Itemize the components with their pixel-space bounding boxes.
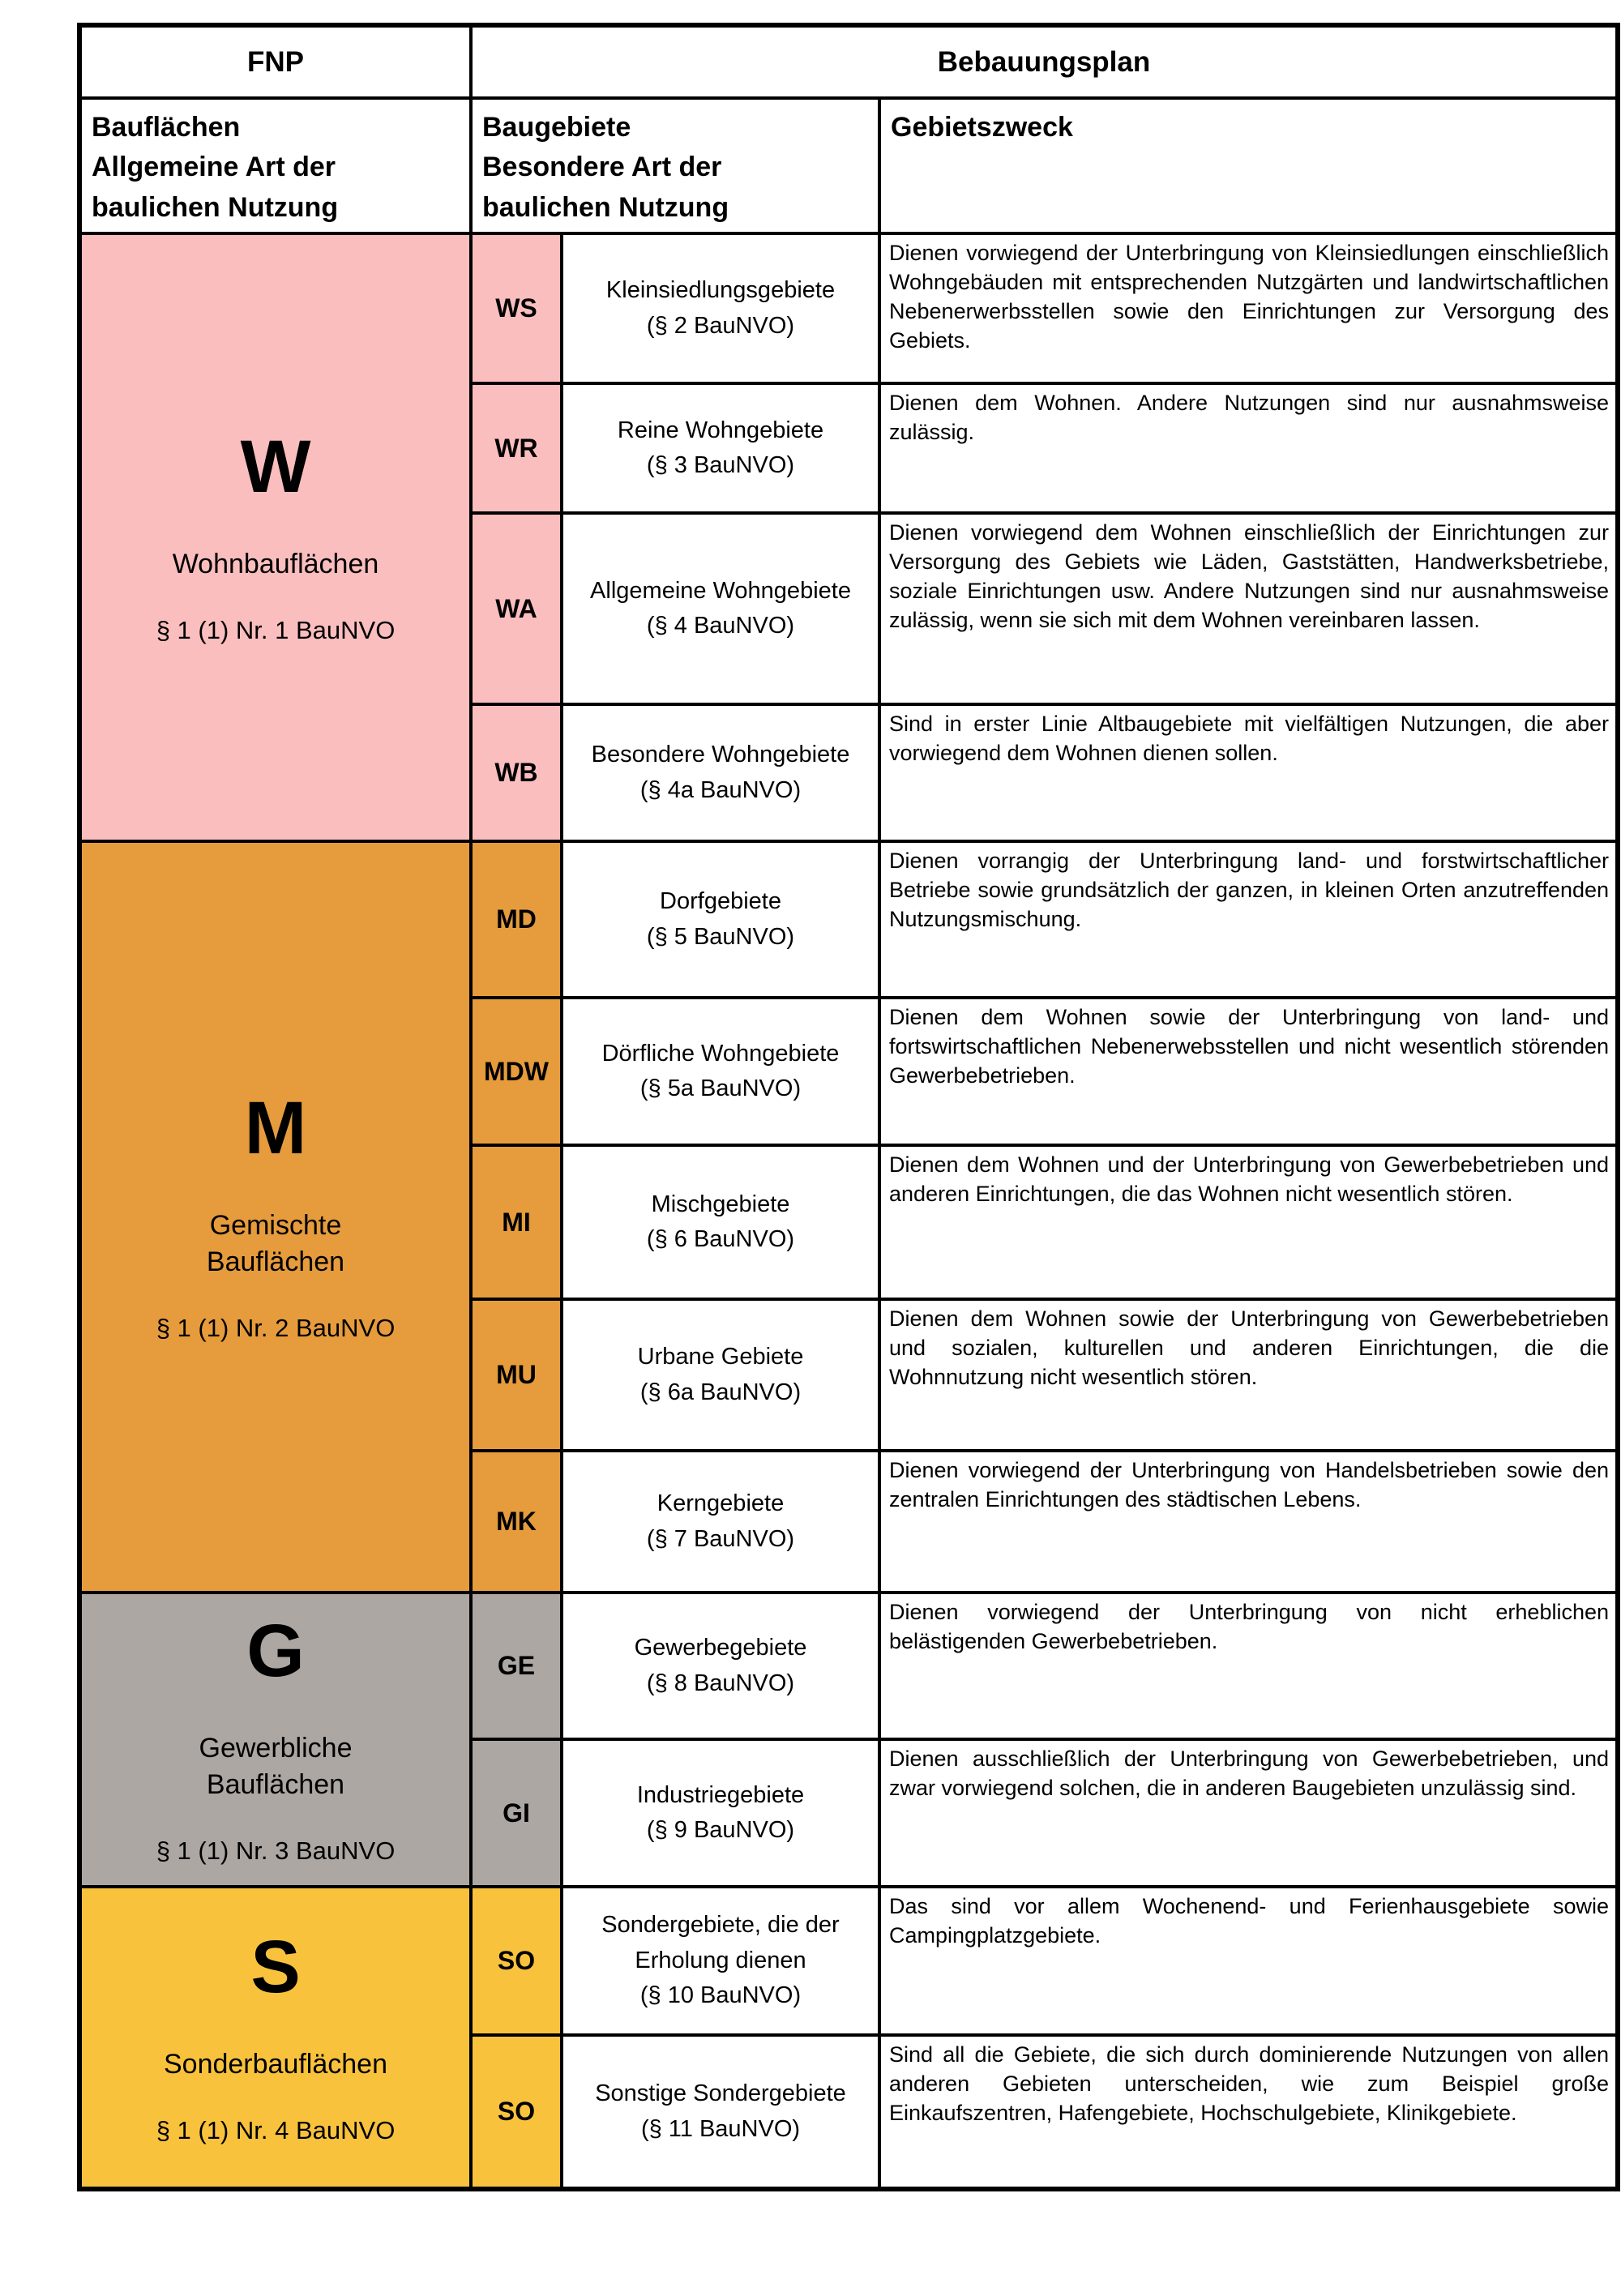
name-cell-mdw: Dörfliche Wohngebiete (§ 5a BauNVO) <box>562 998 879 1145</box>
table-row-ws <box>79 233 1618 383</box>
header-baugebiete <box>471 98 879 233</box>
purpose-cell-ge: Dienen vorwiegend der Unterbringung von nicht erheblichen belästigenden Gewerbebetrieben. <box>879 1593 1618 1739</box>
code-cell-so-sonstige: SO <box>471 2035 562 2189</box>
name-cell-wb: Besondere Wohngebiete (§ 4a BauNVO) <box>562 704 879 841</box>
code-cell-so-erholung: SO <box>471 1887 562 2035</box>
table-row-md <box>79 841 1618 998</box>
table-row-so-erholung <box>79 1887 1618 2035</box>
purpose-cell-wr: Dienen dem Wohnen. Andere Nutzungen sind nur ausnahmsweise zulässig. <box>879 383 1618 513</box>
purpose-cell-wa: Dienen vorwiegend dem Wohnen einschließlich der Einrichtungen zur Versorgung des Gebiets wie Läden, Gaststätten, Handwerksbetriebe, soziale Einrichtungen usw. Andere Nutzungen sind nur ausnahmsweise zulässig, wenn sie sich mit dem Wohnen vereinbaren lassen. <box>879 513 1618 704</box>
purpose-cell-gi: Dienen ausschließlich der Unterbringung von Gewerbebetrieben, und zwar vorwiegend solchen, die in anderen Baugebieten unzulässig sind. <box>879 1739 1618 1887</box>
name-cell-so-sonstige: Sonstige Sondergebiete (§ 11 BauNVO) <box>562 2035 879 2189</box>
purpose-cell-mk: Dienen vorwiegend der Unterbringung von Handelsbetrieben sowie den zentralen Einrichtungen des städtischen Lebens. <box>879 1451 1618 1593</box>
purpose-cell-so-erholung: Das sind vor allem Wochenend- und Ferienhausgebiete sowie Campingplatzgebiete. <box>879 1887 1618 2035</box>
group-cell-gewerbliche-bauflaechen <box>79 1593 471 1887</box>
header-bauflaechen-line1: Bauflächen <box>92 112 241 143</box>
purpose-cell-mi: Dienen dem Wohnen und der Unterbringung von Gewerbebetrieben und anderen Einrichtungen, die das Wohnen nicht wesentlich stören. <box>879 1145 1618 1299</box>
name-cell-mk: Kerngebiete (§ 7 BauNVO) <box>562 1451 879 1593</box>
group-law-sonderbauflaechen: § 1 (1) Nr. 4 BauNVO <box>156 2116 396 2145</box>
header-gebietszweck: Gebietszweck <box>879 98 1618 233</box>
header-fnp: FNP <box>79 25 471 98</box>
code-cell-ge: GE <box>471 1593 562 1739</box>
group-cell-sonderbauflaechen <box>79 1887 471 2189</box>
baunvo-table <box>77 23 1620 2191</box>
header-bebauungsplan: Bebauungsplan <box>471 25 1618 98</box>
header-row-1 <box>79 25 1618 98</box>
group-cell-gemischte-bauflaechen <box>79 841 471 1593</box>
group-name-gewerbliche-bauflaechen: Gewerbliche Bauflächen <box>199 1733 353 1800</box>
name-cell-ws: Kleinsiedlungsgebiete (§ 2 BauNVO) <box>562 233 879 383</box>
purpose-cell-wb: Sind in erster Linie Altbaugebiete mit vielfältigen Nutzungen, die aber vorwiegend dem Wohnen dienen sollen. <box>879 704 1618 841</box>
name-cell-mu: Urbane Gebiete (§ 6a BauNVO) <box>562 1299 879 1451</box>
code-cell-mi: MI <box>471 1145 562 1299</box>
code-cell-wa: WA <box>471 513 562 704</box>
code-cell-mk: MK <box>471 1451 562 1593</box>
group-letter-m: M <box>244 1087 307 1170</box>
code-cell-gi: GI <box>471 1739 562 1887</box>
name-cell-gi: Industriegebiete (§ 9 BauNVO) <box>562 1739 879 1887</box>
group-cell-wohnbauflaechen <box>79 233 471 841</box>
name-cell-wa: Allgemeine Wohngebiete (§ 4 BauNVO) <box>562 513 879 704</box>
group-name-sonderbauflaechen: Sonderbauflächen <box>163 2048 387 2080</box>
header-baugebiete-line1: Baugebiete <box>482 112 631 143</box>
header-baugebiete-line3: baulichen Nutzung <box>482 191 729 223</box>
code-cell-wr: WR <box>471 383 562 513</box>
group-letter-g: G <box>246 1610 305 1693</box>
header-bauflaechen <box>79 98 471 233</box>
name-cell-ge: Gewerbegebiete (§ 8 BauNVO) <box>562 1593 879 1739</box>
name-cell-so-erholung: Sondergebiete, die der Erholung dienen (§ 10 BauNVO) <box>562 1887 879 2035</box>
name-cell-md: Dorfgebiete (§ 5 BauNVO) <box>562 841 879 998</box>
purpose-cell-mu: Dienen dem Wohnen sowie der Unterbringung von Gewerbebetrieben und sozialen, kulturellen und anderen Einrichtungen, die die Wohnnutzung nicht wesentlich stören. <box>879 1299 1618 1451</box>
name-cell-wr: Reine Wohngebiete (§ 3 BauNVO) <box>562 383 879 513</box>
group-law-gewerbliche-bauflaechen: § 1 (1) Nr. 3 BauNVO <box>156 1836 396 1865</box>
purpose-cell-ws: Dienen vorwiegend der Unterbringung von Kleinsiedlungen einschließlich Wohngebäuden mit entsprechenden Nutzgärten und landwirtschaftlichen Nebenerwerbsstellen sowie den Einrichtungen zur Versorgung des Gebiets. <box>879 233 1618 383</box>
purpose-cell-md: Dienen vorrangig der Unterbringung land- und forstwirtschaftlicher Betriebe sowie grundsätzlich der ganzen, in kleinen Orten anzutreffenden Nutzungsmischung. <box>879 841 1618 998</box>
header-bauflaechen-line3: baulichen Nutzung <box>92 191 339 223</box>
code-cell-wb: WB <box>471 704 562 841</box>
group-name-gemischte-bauflaechen: Gemischte Bauflächen <box>206 1210 345 1277</box>
table-row-ge <box>79 1593 1618 1739</box>
purpose-cell-mdw: Dienen dem Wohnen sowie der Unterbringung von land- und fortswirtschaftlichen Nebenerwebsstellen und nicht wesentlich störenden Gewerbebetrieben. <box>879 998 1618 1145</box>
name-cell-mi: Mischgebiete (§ 6 BauNVO) <box>562 1145 879 1299</box>
group-law-wohnbauflaechen: § 1 (1) Nr. 1 BauNVO <box>156 616 396 645</box>
header-baugebiete-line2: Besondere Art der <box>482 152 722 183</box>
purpose-cell-so-sonstige: Sind all die Gebiete, die sich durch dominierende Nutzungen von allen anderen Gebieten unterscheiden, wie zum Beispiel große Einkaufszentren, Hafengebiete, Hochschulgebiete, Klinikgebiete. <box>879 2035 1618 2189</box>
header-row-2 <box>79 98 1618 233</box>
group-name-wohnbauflaechen: Wohnbauflächen <box>172 548 379 579</box>
group-letter-s: S <box>250 1925 301 2008</box>
group-letter-w: W <box>240 425 311 508</box>
code-cell-mu: MU <box>471 1299 562 1451</box>
header-bauflaechen-line2: Allgemeine Art der <box>92 152 336 183</box>
code-cell-md: MD <box>471 841 562 998</box>
group-law-gemischte-bauflaechen: § 1 (1) Nr. 2 BauNVO <box>156 1313 396 1342</box>
code-cell-ws: WS <box>471 233 562 383</box>
code-cell-mdw: MDW <box>471 998 562 1145</box>
